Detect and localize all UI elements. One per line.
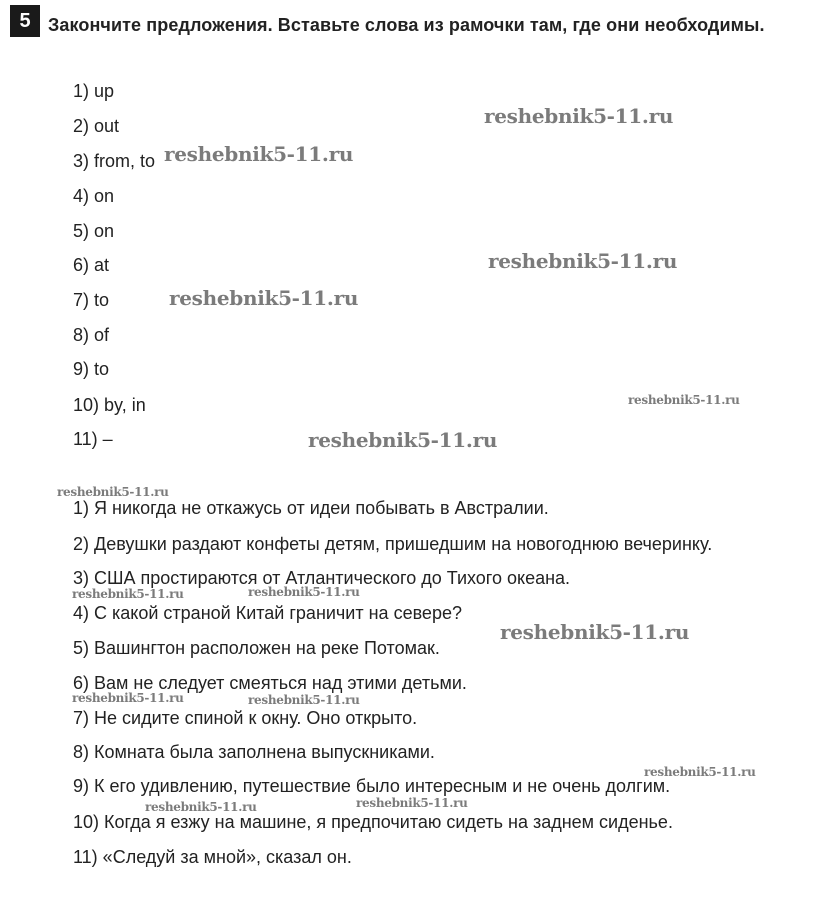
answer-item: 3) from, to — [73, 151, 156, 171]
answer-item: 9) to — [73, 359, 110, 379]
sentence-item: 6) Вам не следует смеяться над этими детьми. — [73, 673, 467, 693]
sentence-item: 9) К его удивлению, путешествие было интересным и не очень долгим. — [73, 776, 671, 796]
answer-item: 8) of — [73, 325, 110, 345]
watermark: reshebnik5-11.ru — [500, 620, 690, 644]
answer-item: 11) – — [73, 429, 113, 449]
sentence-item: 10) Когда я езжу на машине, я предпочитаю сидеть на заднем сиденье. — [73, 812, 673, 832]
answer-item: 2) out — [73, 116, 120, 136]
watermark: reshebnik5-11.ru — [248, 585, 360, 599]
sentence-item: 1) Я никогда не откажусь от идеи побывать в Австралии. — [73, 498, 549, 518]
sentence-item: 2) Девушки раздают конфеты детям, пришедшим на новогоднюю вечеринку. — [73, 534, 713, 554]
watermark: reshebnik5-11.ru — [644, 765, 756, 779]
watermark: reshebnik5-11.ru — [248, 693, 360, 707]
answer-item: 7) to — [73, 290, 110, 310]
watermark: reshebnik5-11.ru — [484, 104, 674, 128]
watermark: reshebnik5-11.ru — [308, 428, 498, 452]
watermark: reshebnik5-11.ru — [628, 393, 740, 407]
answer-item: 6) at — [73, 255, 110, 275]
sentence-item: 5) Вашингтон расположен на реке Потомак. — [73, 638, 440, 658]
answer-item: 4) on — [73, 186, 115, 206]
exercise-instruction: Закончите предложения. Вставьте слова из рамочки там, где они необходимы. — [48, 15, 765, 35]
exercise-number-badge: 5 — [10, 5, 40, 37]
watermark: reshebnik5-11.ru — [164, 142, 354, 166]
sentence-item: 11) «Следуй за мной», сказал он. — [73, 847, 352, 867]
sentence-item: 3) США простираются от Атлантического до Тихого океана. — [73, 568, 571, 588]
sentence-item: 4) С какой страной Китай граничит на севере? — [73, 603, 462, 623]
watermark: reshebnik5-11.ru — [57, 485, 169, 499]
sentence-item: 8) Комната была заполнена выпускниками. — [73, 742, 435, 762]
watermark: reshebnik5-11.ru — [72, 691, 184, 705]
watermark: reshebnik5-11.ru — [72, 587, 184, 601]
answer-item: 5) on — [73, 221, 115, 241]
watermark: reshebnik5-11.ru — [356, 796, 468, 810]
watermark: reshebnik5-11.ru — [145, 800, 257, 814]
answer-item: 1) up — [73, 81, 115, 101]
answer-item: 10) by, in — [73, 395, 146, 415]
watermark: reshebnik5-11.ru — [169, 286, 359, 310]
sentence-item: 7) Не сидите спиной к окну. Оно открыто. — [73, 708, 418, 728]
watermark: reshebnik5-11.ru — [488, 249, 678, 273]
